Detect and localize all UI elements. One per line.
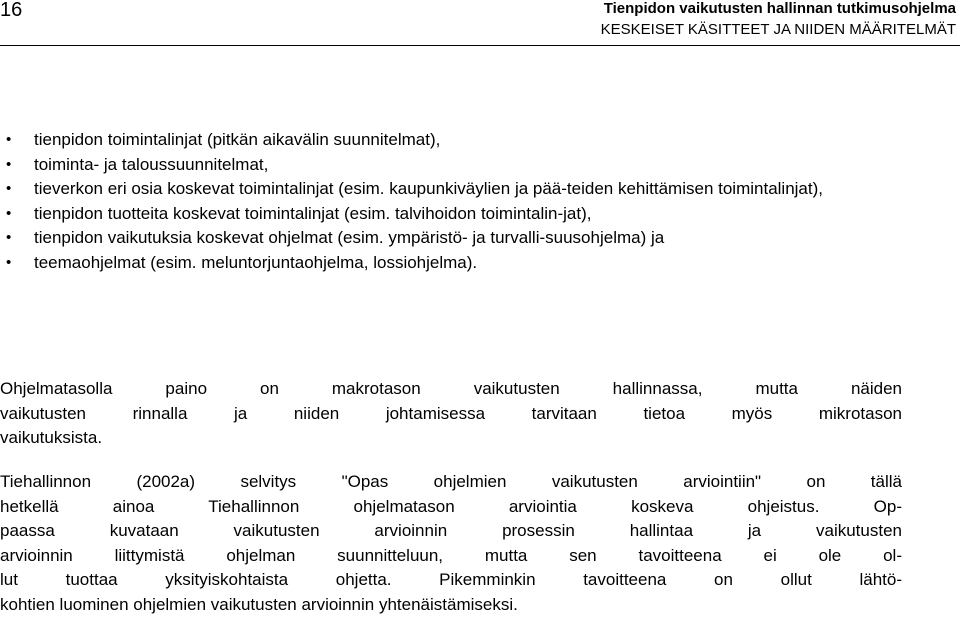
list-item <box>0 177 902 202</box>
list-item <box>0 251 902 276</box>
running-header-subtitle: KESKEISET KÄSITTEET JA NIIDEN MÄÄRITELMÄT <box>601 19 956 40</box>
paragraph-guide <box>0 470 902 617</box>
list-item <box>0 128 902 153</box>
paragraph-line: lut tuottaa yksityiskohtaista ohjetta. Pikemminkin tavoitteena on ollut lähtö- <box>0 568 902 593</box>
bullet-icon: • <box>6 128 11 153</box>
bullet-list <box>0 128 902 275</box>
paragraph-line: Tiehallinnon (2002a) selvitys "Opas ohjelmien vaikutusten arviointiin" on tällä <box>0 470 902 495</box>
running-header <box>601 0 956 40</box>
bullet-icon: • <box>6 177 11 202</box>
list-item-text: teemaohjelmat (esim. meluntorjuntaohjelma, lossiohjelma). <box>34 253 477 272</box>
list-item <box>0 226 902 251</box>
bullet-icon: • <box>6 251 11 276</box>
page-number: 16 <box>0 0 22 22</box>
paragraph-line: vaikutusten rinnalla ja niiden johtamisessa tarvitaan tietoa myös mikrotason <box>0 402 902 427</box>
bullet-icon: • <box>6 202 11 227</box>
list-item-text: tieverkon eri osia koskevat toimintalinjat (esim. kaupunkiväylien ja pää-teiden kehittämisen toimintalinjat), <box>34 179 823 198</box>
bullet-icon: • <box>6 153 11 178</box>
bullet-icon: • <box>6 226 11 251</box>
paragraph-line: arvioinnin liittymistä ohjelman suunnitteluun, mutta sen tavoitteena ei ole ol- <box>0 544 902 569</box>
list-item <box>0 153 902 178</box>
paragraph-line: Ohjelmatasolla paino on makrotason vaikutusten hallinnassa, mutta näiden <box>0 377 902 402</box>
list-item-text: tienpidon vaikutuksia koskevat ohjelmat (esim. ympäristö- ja turvalli-suusohjelma) ja <box>34 228 664 247</box>
list-item-text: tienpidon toimintalinjat (pitkän aikavälin suunnitelmat), <box>34 130 440 149</box>
list-item <box>0 202 902 227</box>
paragraph-line: paassa kuvataan vaikutusten arvioinnin prosessin hallintaa ja vaikutusten <box>0 519 902 544</box>
header-rule <box>0 45 960 46</box>
list-item-text: tienpidon tuotteita koskevat toimintalinjat (esim. talvihoidon toimintalin-jat), <box>34 204 592 223</box>
paragraph-line: kohtien luominen ohjelmien vaikutusten arvioinnin yhtenäistämiseksi. <box>0 593 902 617</box>
paragraph-line: vaikutuksista. <box>0 426 902 451</box>
running-header-title: Tienpidon vaikutusten hallinnan tutkimusohjelma <box>601 0 956 19</box>
paragraph-macro-level <box>0 377 902 451</box>
list-item-text: toiminta- ja taloussuunnitelmat, <box>34 155 268 174</box>
paragraph-line: hetkellä ainoa Tiehallinnon ohjelmatason arviointia koskeva ohjeistus. Op- <box>0 495 902 520</box>
